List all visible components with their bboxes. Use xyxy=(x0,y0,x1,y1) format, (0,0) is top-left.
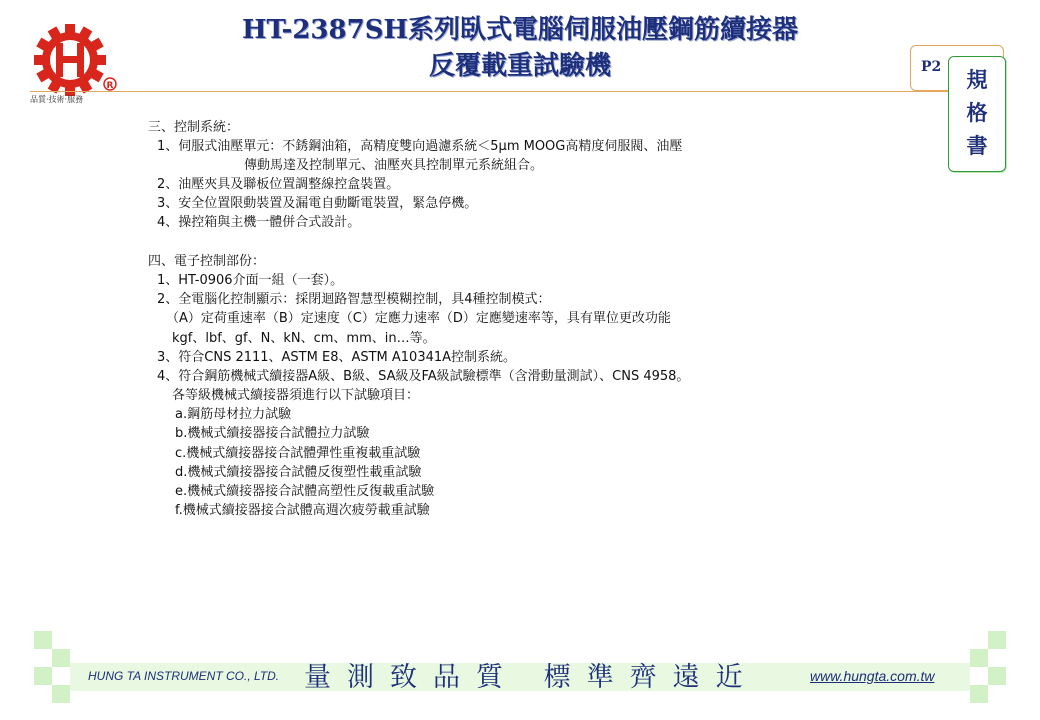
section-3-item: 4、操控箱與主機一體併合式設計。 xyxy=(157,215,361,230)
footer-slogan: 量測致品質 標準齊遠近 xyxy=(304,662,759,693)
spec-tab-char-3: 書 xyxy=(966,133,988,158)
section-4-item: （A）定荷重速率（B）定速度（C）定應力速率（D）定應變速率等，具有單位更改功能 xyxy=(166,311,671,326)
section-3-item: 傳動馬達及控制單元、油壓夾具控制單元系統組合。 xyxy=(244,158,544,173)
logo-caption: 品質‧技術‧服務 xyxy=(30,95,84,104)
section-4-item: 1、HT-0906介面一組（一套）。 xyxy=(157,273,344,288)
test-item: f.機械式續接器接合試體高週次疲勞載重試驗 xyxy=(175,503,430,518)
spec-tab-char-1: 規 xyxy=(966,67,988,92)
section-3-item: 2、油壓夾具及聯板位置調整線控盒裝置。 xyxy=(157,177,400,192)
section-4-item: 各等級機械式續接器須進行以下試驗項目： xyxy=(172,388,420,403)
section-4-item: 2、全電腦化控制顯示：採閉迴路智慧型模糊控制，具4種控制模式： xyxy=(157,292,551,307)
section-4-heading: 四、電子控制部份： xyxy=(148,254,266,269)
footer-company-name: HUNG TA INSTRUMENT CO., LTD. xyxy=(88,669,280,683)
section-3-item: 3、安全位置限動裝置及漏電自動斷電裝置，緊急停機。 xyxy=(157,196,478,211)
section-4-item: 3、符合CNS 2111、ASTM E8、ASTM A10341A控制系統。 xyxy=(157,350,517,365)
test-item: a.鋼筋母材拉力試驗 xyxy=(175,407,292,422)
section-3-heading: 三、控制系統： xyxy=(148,120,240,135)
footer-website-link[interactable]: www.hungta.com.tw xyxy=(810,668,935,684)
spec-sheet-tab xyxy=(948,56,1006,172)
svg-text:R: R xyxy=(106,81,114,91)
section-4-item: kgf、lbf、gf、N、kN、cm、mm、in…等。 xyxy=(172,331,436,346)
test-item: d.機械式續接器接合試體反復塑性載重試驗 xyxy=(175,465,422,480)
hungta-logo xyxy=(30,22,126,102)
title-line-1: HT-2387SH系列臥式電腦伺服油壓鋼筋續接器 xyxy=(241,15,799,45)
test-item: c.機械式續接器接合試體彈性重複載重試驗 xyxy=(175,446,421,461)
test-item: b.機械式續接器接合試體拉力試驗 xyxy=(175,426,370,441)
test-item: e.機械式續接器接合試體高塑性反復載重試驗 xyxy=(175,484,435,499)
document-title xyxy=(180,12,860,84)
spec-tab-char-2: 格 xyxy=(966,100,988,125)
section-4-item: 4、符合鋼筋機械式續接器A級、B級、SA級及FA級試驗標準（含滑動量測試）、CNS 4958。 xyxy=(157,369,690,384)
section-3-item: 1、伺服式油壓單元：不銹鋼油箱，高精度雙向過濾系統＜5μm MOOG高精度伺服閥、油壓 xyxy=(157,139,683,154)
header-divider xyxy=(30,91,950,92)
title-line-2: 反覆載重試驗機 xyxy=(428,51,611,81)
page-number: P2 xyxy=(921,59,942,75)
